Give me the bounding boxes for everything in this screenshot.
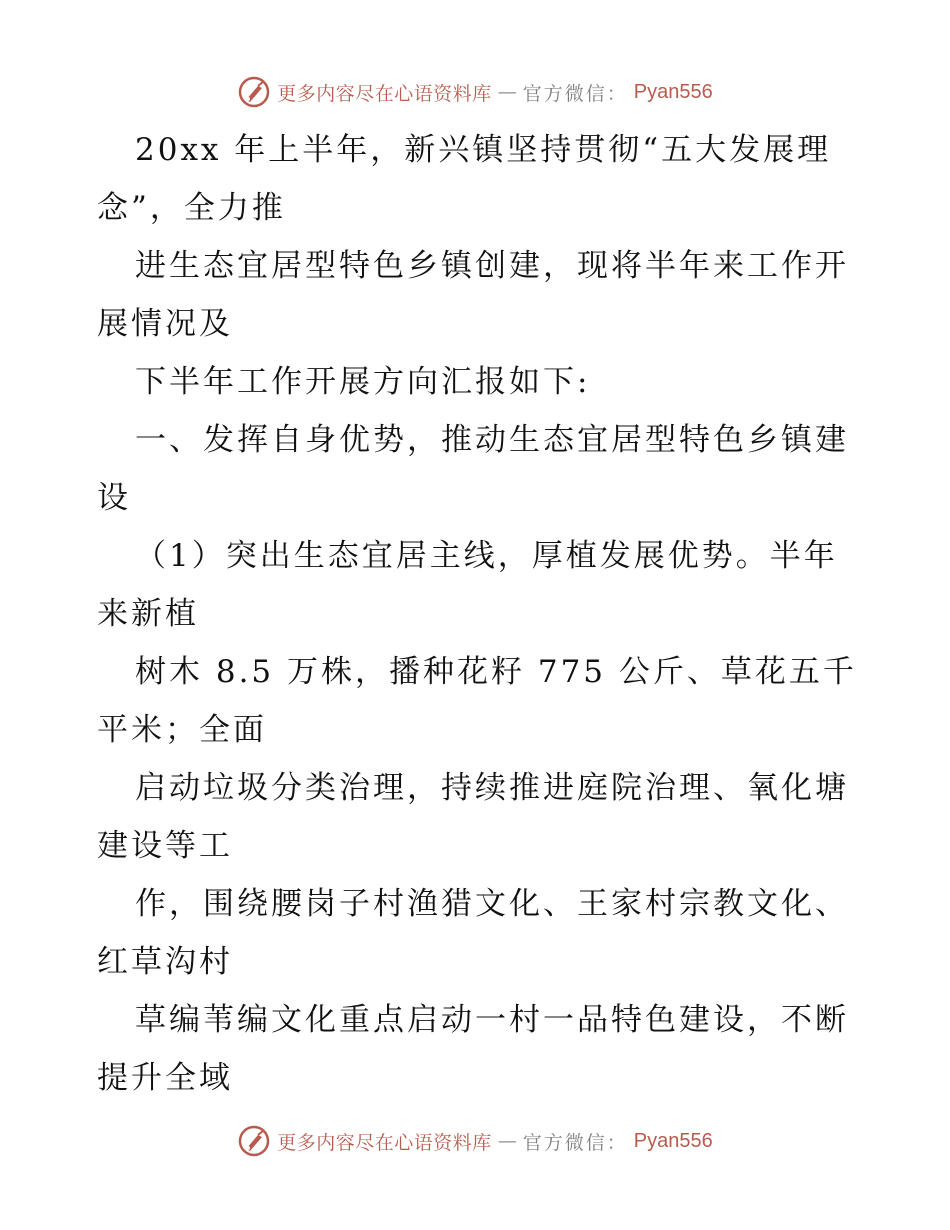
- body-line: 作，围绕腰岗子村渔猎文化、王家村宗教文化、: [135, 886, 849, 922]
- section-heading-line: 设: [97, 480, 131, 516]
- body-line: 下半年工作开展方向汇报如下:: [135, 364, 591, 400]
- feather-pen-logo-icon: [237, 1124, 271, 1158]
- watermark-wechat-label: 官方微信：: [522, 82, 628, 105]
- body-line: 红草沟村: [97, 944, 233, 980]
- watermark-site-text: 更多内容尽在心语资料库: [277, 1131, 492, 1154]
- footer-watermark: [0, 1121, 950, 1161]
- body-line: 建设等工: [97, 828, 233, 864]
- body-line: 来新植: [97, 596, 199, 632]
- body-line: 平米；全面: [97, 712, 267, 748]
- watermark-dash: —: [497, 81, 517, 103]
- watermark-site-text: 更多内容尽在心语资料库: [277, 82, 492, 105]
- body-line: 20xx 年上半年，新兴镇坚持贯彻“五大发展理: [135, 132, 832, 168]
- body-line: 展情况及: [97, 306, 233, 342]
- section-heading-line: 一、发挥自身优势，推动生态宜居型特色乡镇建: [135, 422, 849, 458]
- watermark-dash: —: [497, 1130, 517, 1152]
- watermark-wechat-id: Pyan556: [633, 1129, 713, 1152]
- body-line: 草编苇编文化重点启动一村一品特色建设，不断: [135, 1002, 849, 1038]
- body-line: 启动垃圾分类治理，持续推进庭院治理、氧化塘: [135, 770, 849, 806]
- watermark-wechat-id: Pyan556: [633, 80, 713, 103]
- body-line: 念”，全力推: [97, 190, 286, 226]
- body-line: 提升全域: [97, 1060, 233, 1096]
- body-line: 进生态宜居型特色乡镇创建，现将半年来工作开: [135, 248, 849, 284]
- body-line: 树木 8.5 万株，播种花籽 775 公斤、草花五千: [135, 654, 857, 690]
- header-watermark: [0, 72, 950, 112]
- feather-pen-logo-icon: [237, 75, 271, 109]
- watermark-wechat-label: 官方微信：: [522, 1131, 628, 1154]
- body-line: （1）突出生态宜居主线，厚植发展优势。半年: [135, 538, 838, 574]
- document-body: [97, 121, 857, 1107]
